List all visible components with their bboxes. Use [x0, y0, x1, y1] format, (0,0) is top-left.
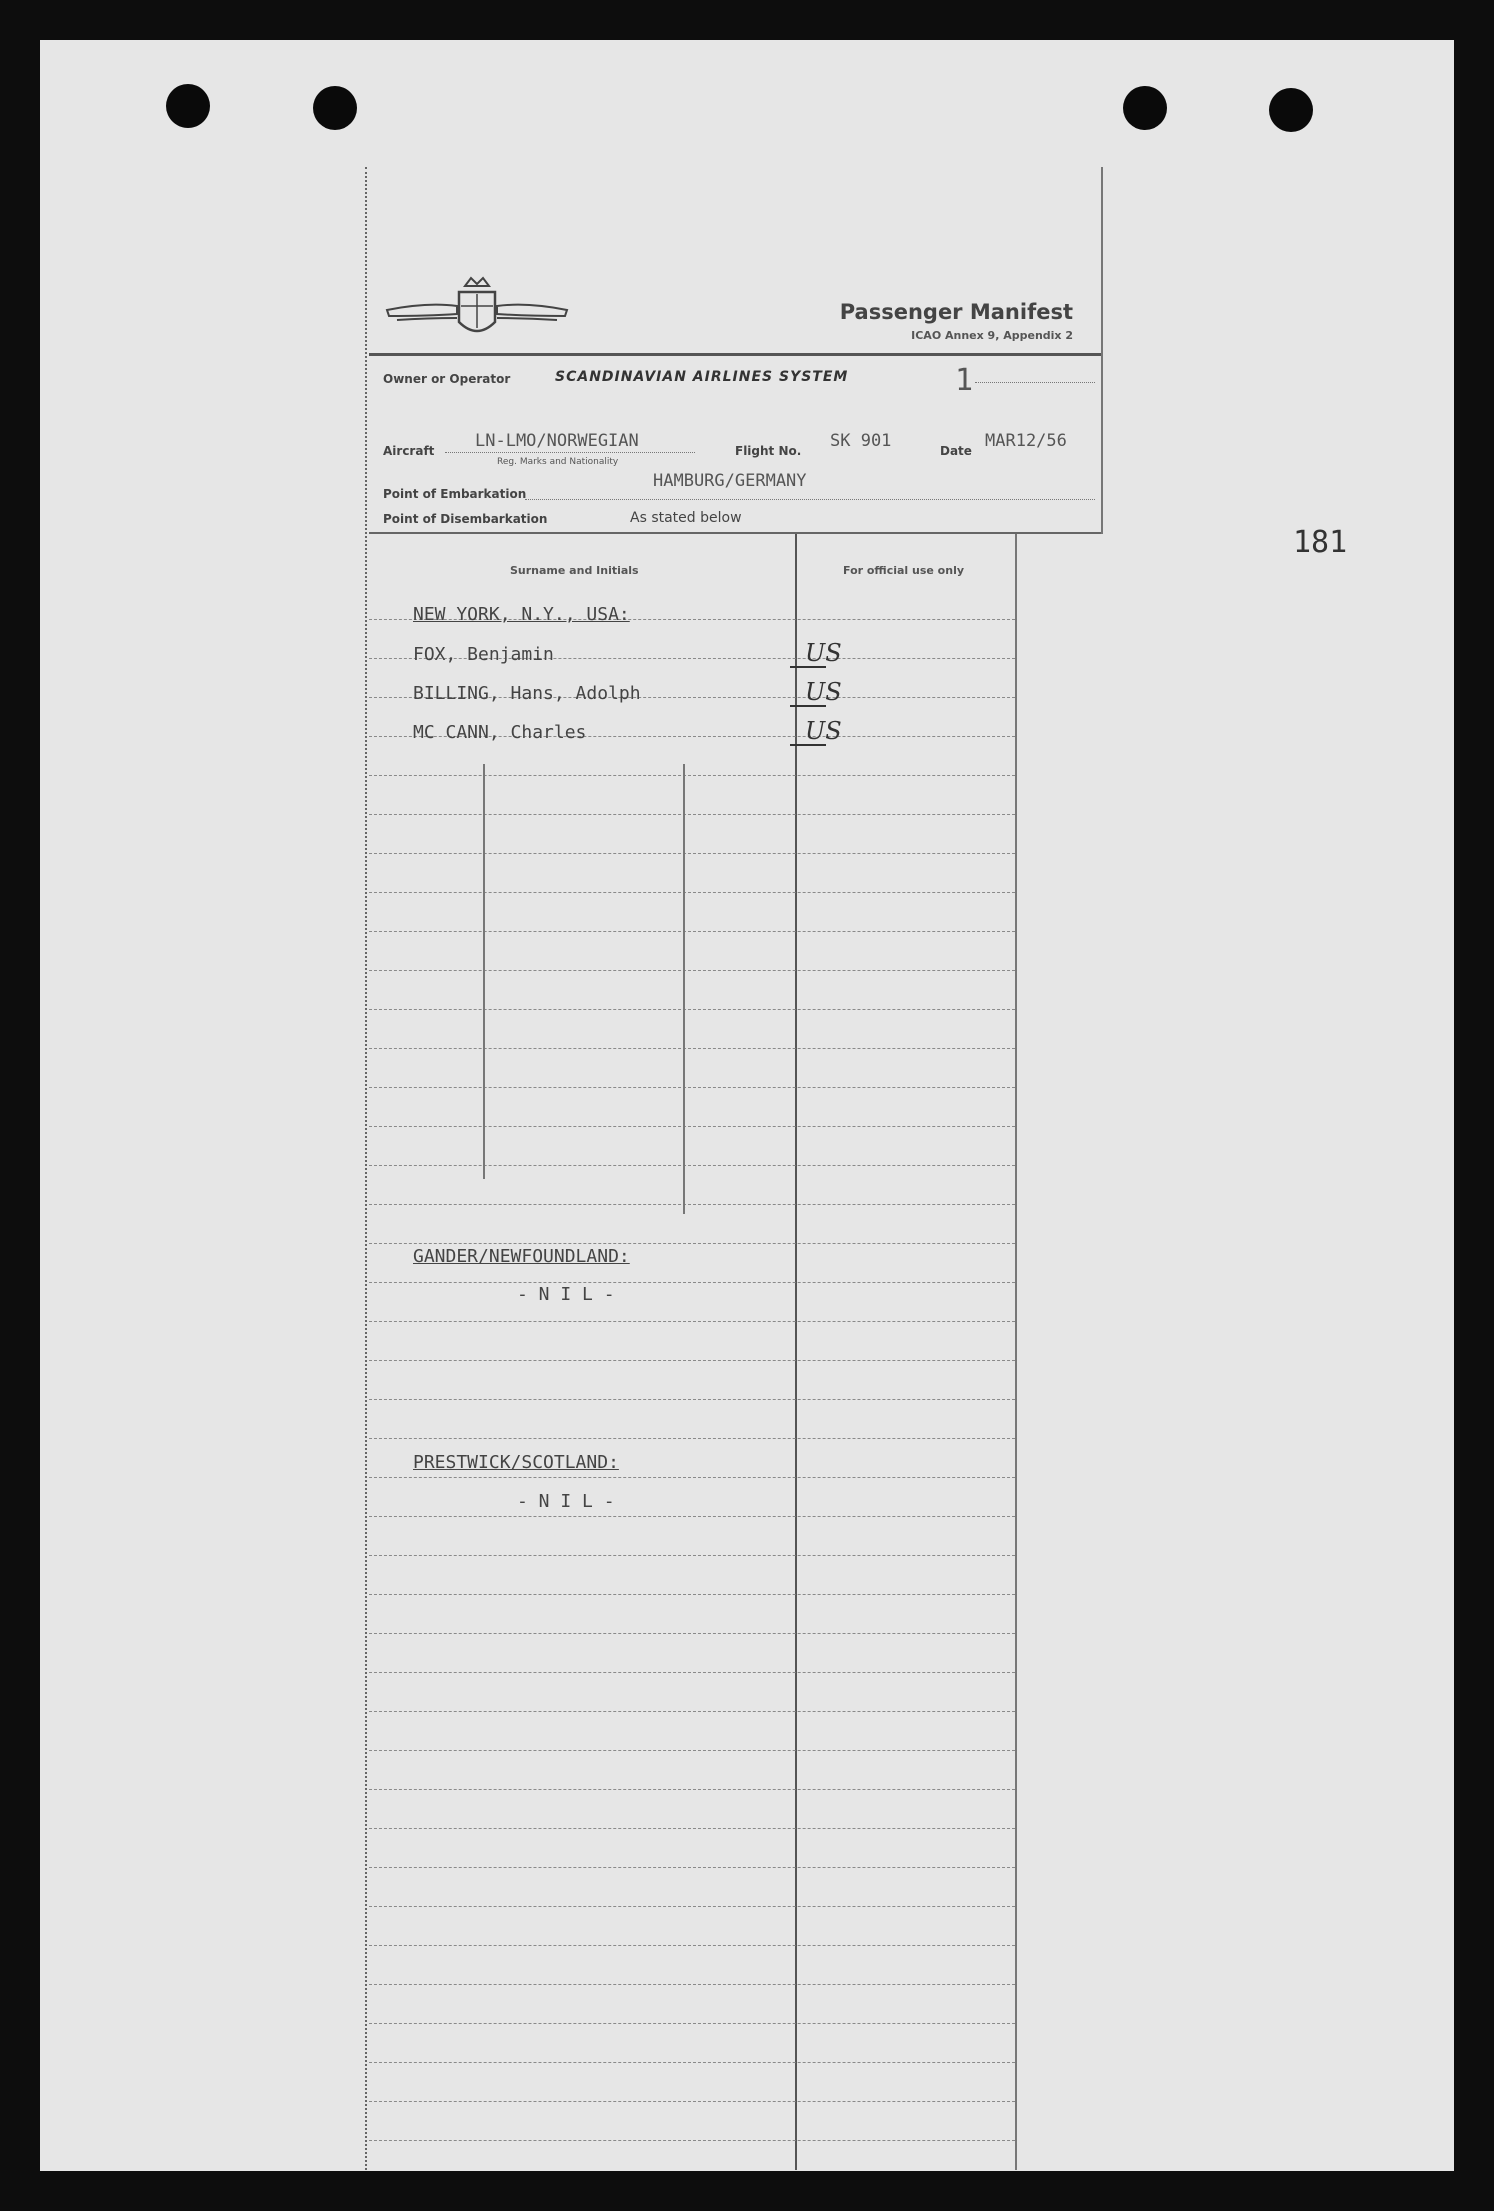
- ruled-line: [369, 1321, 1015, 1322]
- manifest-grid: [365, 534, 1015, 2170]
- punch-hole-4: [1269, 88, 1313, 132]
- ruled-line: [369, 1360, 1015, 1361]
- section-note-prestwick: - N I L -: [517, 1491, 615, 1512]
- ruled-line: [369, 2140, 1015, 2141]
- embarkation-label: Point of Embarkation: [383, 487, 527, 501]
- ruled-line: [369, 892, 1015, 893]
- section-heading-prestwick: PRESTWICK/SCOTLAND:: [413, 1452, 619, 1473]
- aircraft-value: LN-LMO/NORWEGIAN: [475, 431, 639, 451]
- pen-line-left: [483, 764, 485, 1179]
- ruled-line: [369, 1828, 1015, 1829]
- official-mark-stroke: [790, 744, 826, 746]
- ruled-line: [369, 1945, 1015, 1946]
- page-number: 181: [1293, 525, 1348, 560]
- passenger-name: MC CANN, Charles: [413, 722, 587, 743]
- ruled-line: [369, 1789, 1015, 1790]
- official-mark: US: [805, 678, 842, 706]
- form-subtitle: ICAO Annex 9, Appendix 2: [911, 329, 1073, 342]
- ruled-line: [369, 1711, 1015, 1712]
- ruled-line: [369, 1516, 1015, 1517]
- header-rule: [369, 353, 1101, 356]
- ruled-line: [369, 2023, 1015, 2024]
- ruled-line: [369, 1633, 1015, 1634]
- ruled-line: [369, 1750, 1015, 1751]
- embarkation-value: HAMBURG/GERMANY: [653, 471, 807, 491]
- operator-value: SCANDINAVIAN AIRLINES SYSTEM: [555, 369, 849, 385]
- aircraft-dotted-line: [445, 452, 695, 453]
- ruled-line: [369, 814, 1015, 815]
- column-header-official: For official use only: [843, 564, 965, 577]
- official-mark-stroke: [790, 666, 826, 668]
- ruled-line: [369, 775, 1015, 776]
- owner-label: Owner or Operator: [383, 372, 511, 386]
- ruled-line: [369, 1048, 1015, 1049]
- disembarkation-label: Point of Disembarkation: [383, 512, 548, 526]
- ruled-line: [369, 1009, 1015, 1010]
- sas-winged-crest-logo: [377, 272, 577, 352]
- ruled-line: [369, 1399, 1015, 1400]
- ruled-line: [369, 931, 1015, 932]
- ruled-line: [369, 1087, 1015, 1088]
- ruled-line: [369, 1165, 1015, 1166]
- ruled-line: [369, 1438, 1015, 1439]
- flight-label: Flight No.: [735, 444, 802, 458]
- ruled-line: [369, 1594, 1015, 1595]
- aircraft-label: Aircraft: [383, 444, 435, 458]
- passenger-manifest-form: [365, 167, 1101, 2170]
- column-header-names: Surname and Initials: [510, 564, 639, 577]
- official-mark: US: [805, 639, 842, 667]
- date-value: MAR12/56: [985, 431, 1067, 451]
- ruled-line: [369, 1984, 1015, 1985]
- ruled-line: [369, 1906, 1015, 1907]
- form-header: [365, 167, 1103, 534]
- ruled-line: [369, 1204, 1015, 1205]
- aircraft-sub-label: Reg. Marks and Nationality: [497, 457, 619, 467]
- date-label: Date: [940, 444, 972, 458]
- passenger-name: FOX, Benjamin: [413, 644, 554, 665]
- ruled-line: [369, 1477, 1015, 1478]
- punch-hole-3: [1123, 86, 1167, 130]
- punch-hole-1: [166, 84, 210, 128]
- operator-dotted-line: [975, 382, 1095, 383]
- section-heading-gander: GANDER/NEWFOUNDLAND:: [413, 1246, 630, 1267]
- ruled-line: [369, 1555, 1015, 1556]
- ruled-line: [369, 1243, 1015, 1244]
- pen-line-right: [683, 764, 685, 1214]
- ruled-line: [369, 853, 1015, 854]
- section-heading-new-york: NEW YORK, N.Y., USA:: [413, 604, 630, 625]
- official-mark: US: [805, 717, 842, 745]
- section-note-gander: - N I L -: [517, 1284, 615, 1305]
- ruled-line: [369, 1867, 1015, 1868]
- ruled-line: [369, 2101, 1015, 2102]
- embarkation-dotted-line: [525, 499, 1095, 500]
- flight-value: SK 901: [830, 431, 892, 451]
- form-title: Passenger Manifest: [839, 300, 1073, 324]
- ruled-line: [369, 1672, 1015, 1673]
- ruled-line: [369, 1126, 1015, 1127]
- official-mark-stroke: [790, 705, 826, 707]
- ruled-line: [369, 2062, 1015, 2063]
- ruled-line: [369, 970, 1015, 971]
- operator-mark: 1: [955, 363, 974, 398]
- ruled-line: [369, 1282, 1015, 1283]
- punch-hole-2: [313, 86, 357, 130]
- grid-right-edge: [1015, 534, 1017, 2170]
- column-divider: [795, 534, 797, 2170]
- passenger-name: BILLING, Hans, Adolph: [413, 683, 641, 704]
- disembarkation-value: As stated below: [630, 510, 742, 526]
